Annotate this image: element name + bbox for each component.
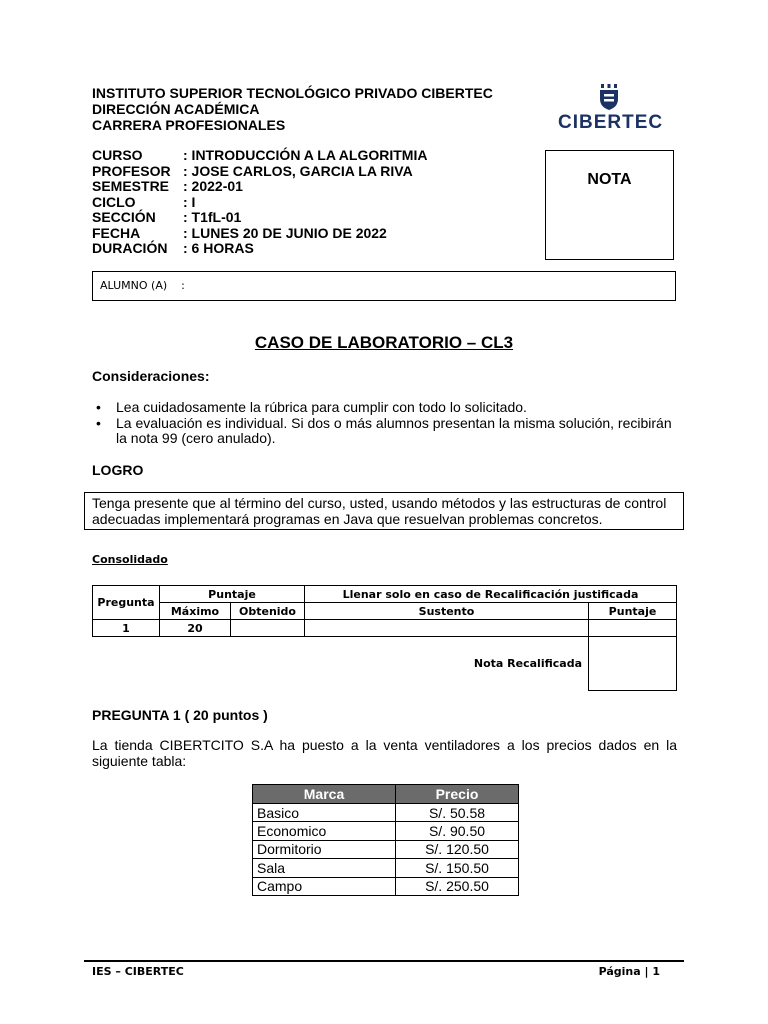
price-cell: S/. 150.50 bbox=[396, 859, 519, 877]
recalified-grade-label: Nota Recalificada bbox=[473, 657, 582, 671]
info-key: SEMESTRE bbox=[92, 178, 170, 194]
bullet-icon: • bbox=[96, 414, 101, 431]
brand-wordmark: CIBERTEC bbox=[558, 112, 664, 133]
document-title: CASO DE LABORATORIO – CL3 bbox=[254, 333, 514, 352]
grade-label: NOTA bbox=[587, 171, 632, 188]
info-value: : 6 HORAS bbox=[183, 240, 254, 256]
list-item bbox=[92, 416, 682, 447]
max-header: Máximo bbox=[160, 603, 231, 620]
student-label: ALUMNO (A) bbox=[100, 279, 168, 292]
price-cell: S/. 90.50 bbox=[396, 822, 519, 840]
info-value: : T1fL-01 bbox=[183, 209, 242, 225]
achievement-text: Tenga presente que al término del curso, usted, usando métodos y las estructuras de control adecuadas implementará programas en Java que resuelvan problemas concretos. bbox=[84, 492, 684, 530]
institution-header bbox=[92, 85, 493, 133]
table-row bbox=[93, 620, 677, 637]
info-value: : JOSE CARLOS, GARCIA LA RIVA bbox=[183, 162, 413, 179]
brand-cell: Economico bbox=[253, 822, 396, 840]
score2-cell bbox=[589, 620, 677, 637]
info-key: CICLO bbox=[92, 193, 136, 210]
brand-header: Marca bbox=[253, 785, 396, 804]
list-item-text: Lea cuidadosamente la rúbrica para cumplir con todo lo solicitado. bbox=[116, 399, 527, 415]
cibertec-logo bbox=[556, 84, 662, 134]
info-row bbox=[92, 226, 427, 242]
score2-header: Puntaje bbox=[589, 603, 677, 620]
info-row bbox=[92, 179, 427, 195]
bullet-icon: • bbox=[96, 399, 101, 415]
grading-table bbox=[92, 585, 677, 691]
question-header: Pregunta bbox=[93, 586, 160, 620]
brand-cell: Sala bbox=[253, 859, 396, 877]
table-row bbox=[253, 804, 519, 822]
info-row bbox=[92, 210, 427, 226]
table-row bbox=[253, 859, 519, 877]
list-item-text: La evaluación es individual. Si dos o más alumnos presentan la misma solución, recibirán la nota 99 (cero anulado). bbox=[116, 414, 672, 446]
list-item bbox=[92, 400, 682, 416]
obtained-header: Obtenido bbox=[231, 603, 305, 620]
shield-icon bbox=[598, 84, 620, 110]
price-cell: S/. 120.50 bbox=[396, 840, 519, 858]
institution-name: INSTITUTO SUPERIOR TECNOLÓGICO PRIVADO CIBERTEC bbox=[92, 85, 493, 101]
student-colon: : bbox=[181, 279, 185, 292]
info-value: : LUNES 20 DE JUNIO DE 2022 bbox=[183, 224, 387, 241]
info-key: SECCIÓN bbox=[92, 209, 156, 225]
info-key: PROFESOR bbox=[92, 162, 171, 179]
recalification-header: Llenar solo en caso de Recalificación justificada bbox=[305, 586, 677, 603]
info-value: : I bbox=[183, 193, 196, 210]
student-name-field bbox=[92, 271, 676, 301]
info-row bbox=[92, 148, 427, 164]
brand-cell: Campo bbox=[253, 877, 396, 895]
price-header: Precio bbox=[396, 785, 519, 804]
support-cell bbox=[305, 620, 589, 637]
footer-institution: IES – CIBERTEC bbox=[92, 965, 184, 978]
career-name: CARRERA PROFESIONALES bbox=[92, 117, 286, 133]
table-row bbox=[253, 877, 519, 895]
question-heading: PREGUNTA 1 ( 20 puntos ) bbox=[92, 707, 268, 723]
brand-cell: Basico bbox=[253, 804, 396, 822]
price-cell: S/. 50.58 bbox=[396, 804, 519, 822]
brand-cell: Dormitorio bbox=[253, 840, 396, 858]
question-number: 1 bbox=[93, 620, 160, 637]
info-row bbox=[92, 164, 427, 180]
info-key: CURSO bbox=[92, 147, 143, 163]
info-key: DURACIÓN bbox=[92, 240, 168, 256]
question-text: La tienda CIBERTCITO S.A ha puesto a la venta ventiladores a los precios dados en la siguiente tabla: bbox=[92, 737, 677, 769]
course-info bbox=[92, 148, 427, 257]
recalified-grade-cell bbox=[589, 637, 677, 691]
info-value: : 2022-01 bbox=[183, 178, 243, 194]
info-value: : INTRODUCCIÓN A LA ALGORITMIA bbox=[183, 147, 428, 163]
support-header: Sustento bbox=[305, 603, 589, 620]
info-key: FECHA bbox=[92, 224, 141, 241]
grade-box bbox=[545, 150, 674, 260]
page-number: Página | 1 bbox=[598, 965, 660, 978]
info-row bbox=[92, 241, 427, 257]
consolidated-heading: Consolidado bbox=[92, 553, 168, 566]
considerations-list bbox=[92, 400, 682, 447]
academic-direction: DIRECCIÓN ACADÉMICA bbox=[92, 101, 260, 117]
price-table bbox=[252, 784, 519, 896]
footer-divider bbox=[84, 960, 684, 962]
considerations-heading: Consideraciones: bbox=[92, 368, 210, 384]
table-row bbox=[253, 840, 519, 858]
table-row bbox=[253, 822, 519, 840]
max-score: 20 bbox=[160, 620, 231, 637]
achievement-heading: LOGRO bbox=[92, 462, 144, 478]
price-cell: S/. 250.50 bbox=[396, 877, 519, 895]
obtained-cell bbox=[231, 620, 305, 637]
info-row bbox=[92, 195, 427, 211]
score-header: Puntaje bbox=[160, 586, 305, 603]
